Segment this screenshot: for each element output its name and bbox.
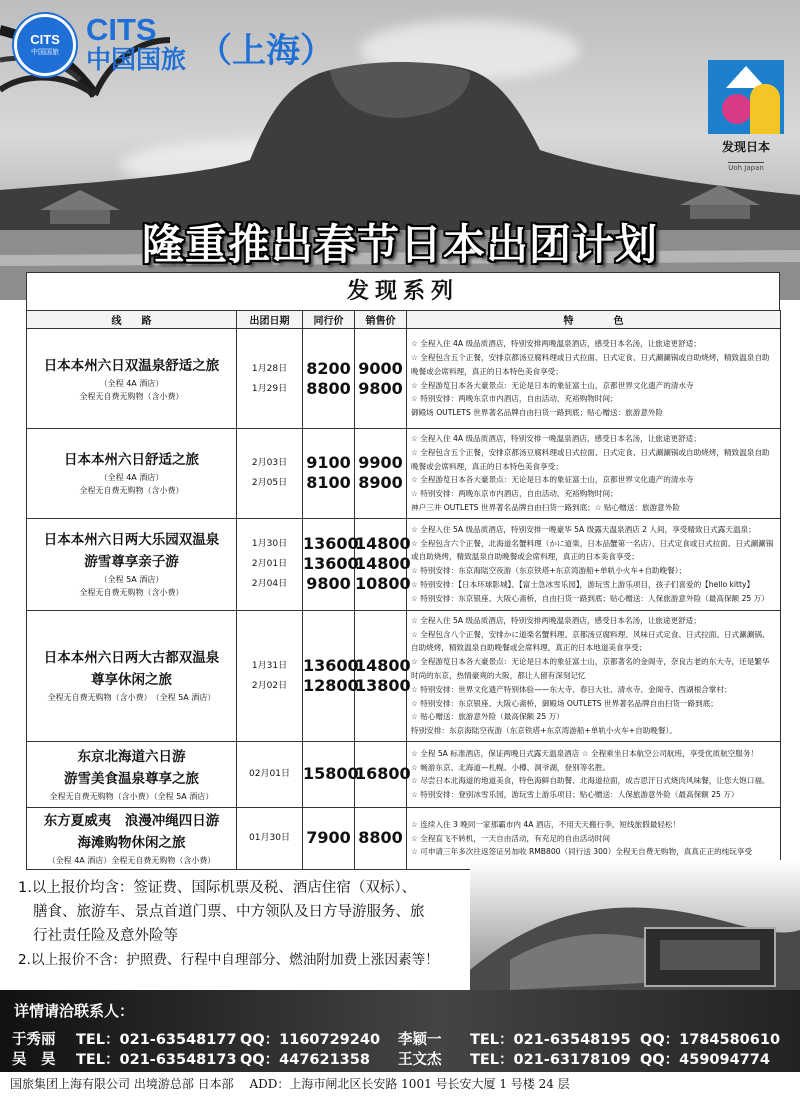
note-line: 行社责任险及意外险等 (33, 928, 178, 944)
departure-date: 2月03日 (251, 458, 288, 469)
contact-tel: TEL：021-63548195 (470, 1032, 631, 1048)
route-note: 全程无自费无购物（含小费）（全程 5A 酒店） (49, 791, 214, 801)
route-cell (27, 329, 237, 429)
contact-name: 李颖一 (398, 1032, 442, 1048)
route-cell (27, 518, 237, 610)
route-note: 全程无自费无购物（含小费） (79, 391, 184, 401)
departure-date: 2月01日 (251, 559, 288, 570)
route-title: 海滩购物休闲之旅 (77, 834, 186, 851)
jp-logo-sub: Uoh Japan (728, 164, 764, 172)
sale-price: 8800 (358, 828, 403, 848)
table-row (27, 429, 781, 519)
route-title: 尊享休闲之旅 (91, 672, 172, 689)
feature-line: ☆ 全程游览日本各大豪景点：无论是日本的象征富士山，京都世界文化遗产的清水寺 (411, 380, 694, 390)
jp-logo-caption: 发现日本 (721, 140, 770, 154)
sale-price-cell (355, 518, 411, 610)
route-title: 日本本州六日双温泉舒适之旅 (43, 357, 220, 374)
date-cell (237, 807, 303, 869)
contact-qq: QQ：1784580610 (640, 1032, 781, 1048)
sale-price: 9900 (358, 453, 403, 473)
features-cell (407, 518, 781, 610)
peer-price: 13600 (303, 534, 359, 554)
sale-price: 16800 (355, 764, 411, 784)
peer-price-cell (303, 610, 359, 741)
contact-tel: TEL：021-63548173 (76, 1052, 237, 1068)
sale-price: 14800 (355, 554, 411, 574)
contact-name: 吴 昊 (12, 1052, 56, 1068)
departure-date: 02月01日 (249, 769, 290, 780)
discover-japan-icon (708, 60, 784, 134)
feature-line: ☆ 贴心赠送：旅游意外险（最高保额 25 万） (411, 712, 564, 722)
route-title: 日本本州六日两大乐园双温泉 (43, 532, 220, 549)
departure-date: 1月31日 (251, 660, 288, 671)
feature-line: ☆ 可申请三年多次往返签证另加收 RMB800（同行送 300）全程无自费无购物，真真正正的纯玩享受 (411, 847, 753, 857)
feature-line: 御殿场 OUTLETS 世界著名品牌自由扫货一路到底；贴心赠送：旅游意外险 (411, 408, 664, 418)
departure-date: 2月04日 (251, 579, 288, 590)
route-note: （全程 4A 酒店） (99, 378, 164, 388)
feature-line: ☆ 特别安排：【日本环球影城】、【富士急冰雪乐园】，游玩雪上游乐项目，孩子们喜爱的【hello kitty】 (411, 580, 755, 590)
route-title: 游雪美食温泉尊享之旅 (64, 770, 199, 787)
globe-subtext: 中国国旅 (31, 48, 59, 56)
sale-price-cell (355, 610, 411, 741)
feature-line: 特别安排：东京海陆空夜游（东京铁塔+东京湾游船+单轨小火车+自助晚餐）。 (411, 726, 677, 736)
col-date: 出团日期 (237, 311, 303, 329)
tour-table (26, 272, 780, 870)
feature-line: ☆ 尽尝日本北海道的地道美食，特色海鲜自助餐、北海道拉面，成吉思汗日式烧肉风味餐，让您大饱口福。 (411, 776, 770, 786)
sale-price: 14800 (355, 534, 411, 554)
table-row (27, 741, 781, 807)
table-header-row (27, 311, 781, 329)
feature-line: ☆ 全程入住 4A 级品质酒店，特别安排一晚温泉酒店，感受日本名汤，让旅途更舒适； (411, 434, 701, 443)
sale-price: 13800 (355, 675, 411, 695)
departure-date: 01月30日 (249, 833, 290, 844)
route-title: 游雪尊享亲子游 (84, 554, 179, 571)
note-line: 2.以上报价不含：护照费、行程中自理部分、燃油附加费上涨因素等！ (18, 952, 439, 968)
route-cell (27, 610, 237, 741)
features-cell (407, 741, 781, 807)
route-note: 全程无自费无购物（含小费） (79, 588, 184, 598)
series-title: 发现系列 (26, 272, 780, 310)
date-cell (237, 610, 303, 741)
table-row (27, 329, 781, 429)
peer-price: 9800 (306, 574, 351, 594)
peer-price-cell (303, 429, 355, 519)
peer-price-cell (303, 329, 355, 429)
discover-japan-logo (706, 60, 786, 178)
feature-line: ☆ 全程游览日本各大豪景点：无论是日本的象征富士山，京都世界文化遗产的清水寺 (411, 475, 694, 485)
peer-price: 13600 (303, 554, 359, 574)
route-cell (27, 429, 237, 519)
feature-line: ☆ 特别安排：登别冰雪乐园，游玩雪上游乐项目；贴心赠送：人保旅游意外险（最高保额 25 万） (411, 790, 739, 800)
page-headline: 隆重推出春节日本出团计划 (141, 220, 658, 269)
col-route: 线 路 (27, 311, 237, 329)
peer-price-cell (303, 518, 359, 610)
contact-name: 王文杰 (398, 1052, 442, 1068)
feature-line: ☆ 全程入住 5A 级品质酒店，特别安排一晚豪华 5A 级露天温泉酒店 2 人间，享受精致日式露天温泉； (411, 524, 756, 534)
footer-address: 国旅集团上海有限公司 出境游总部 日本部 ADD：上海市闸北区长安路 1001 号长安大厦 1 号楼 24 层 (10, 1077, 570, 1091)
features-cell (407, 610, 781, 741)
route-cell (27, 741, 237, 807)
peer-price-cell (303, 807, 355, 869)
sale-price: 9000 (358, 358, 403, 378)
peer-price: 12800 (303, 675, 359, 695)
note-line: 1.以上报价均含：签证费、国际机票及税、酒店住宿（双标）、 (18, 880, 417, 896)
departure-date: 2月02日 (251, 680, 288, 691)
feature-line: 神户三井 OUTLETS 世界著名品牌自由扫货一路到底；☆ 贴心赠送：旅游意外险 (411, 502, 680, 512)
contact-name: 于秀丽 (12, 1032, 56, 1048)
sale-price-cell (355, 807, 407, 869)
contact-row (12, 1048, 800, 1070)
route-note: （全程 5A 酒店） (99, 575, 164, 585)
route-title: 东方夏威夷 浪漫冲绳四日游 (43, 812, 220, 829)
contact-row (12, 1028, 800, 1050)
peer-price: 9100 (306, 453, 351, 473)
contact-qq: QQ：447621358 (240, 1052, 370, 1068)
feature-line: ☆ 特别安排：东京银座、大阪心斋桥，御殿场 OUTLETS 世界著名品牌自由扫货一路到底； (411, 698, 718, 708)
departure-date: 1月29日 (251, 383, 288, 394)
route-title: 东京北海道六日游 (77, 748, 186, 765)
peer-price: 8800 (306, 378, 351, 398)
peer-price: 15800 (303, 764, 359, 784)
departure-date: 2月05日 (251, 478, 288, 489)
feature-line: ☆ 特别安排：东京银座、大阪心斋桥，自由扫货一路到底；贴心赠送：人保旅游意外险（最高保额 25 万） (411, 593, 769, 603)
feature-line: ☆ 全程入住 4A 级品质酒店，特别安排两晚温泉酒店，感受日本名汤，让旅途更舒适； (411, 339, 701, 349)
price-notes (18, 876, 498, 972)
feature-line: ☆ 特别安排：世界文化遗产特别体验——东大寺、春日大社、清水寺、金阁寺、西湖根合掌村； (411, 684, 732, 694)
date-cell (237, 329, 303, 429)
feature-line: ☆ 全程 5A 标准酒店，保证两晚日式露天温泉酒店 ☆ 全程乘坐日本航空公司航班，享受优质航空服务！ (411, 748, 759, 758)
peer-price: 8200 (306, 358, 351, 378)
sale-price: 9800 (358, 378, 403, 398)
features-cell (407, 429, 781, 519)
route-cell (27, 807, 237, 869)
table-row (27, 518, 781, 610)
contact-title: 详情请洽联系人： (14, 1002, 135, 1020)
sale-price-cell (355, 429, 407, 519)
feature-line: ☆ 特别安排：东京海陆空夜游（东京铁塔+东京湾游船+单轨小火车+自助晚餐）； (411, 566, 687, 576)
feature-line: ☆ 全程直飞不转机，一天自由活动，有充足的自由活动时间 (411, 833, 611, 843)
route-note: 全程无自费无购物（含小费） （全程 5A 酒店） (47, 693, 216, 703)
contact-tel: TEL：021-63178109 (470, 1052, 631, 1068)
feature-line: ☆ 特别安排：两晚东京市内酒店，自由活动，充裕购物时间； (411, 489, 618, 499)
sale-price-cell (355, 329, 407, 429)
sale-price: 14800 (355, 655, 411, 675)
feature-line: ☆ 全程包含六个正餐，北海道名蟹料理（かに道楽，日本品蟹第一名店）、日式定食或日式拉面、日式涮涮锅或自助烧烤，精致温泉自助晚餐或会席料理，真正的日本美食享受； (411, 538, 774, 562)
route-note: （全程 4A 酒店） (99, 473, 164, 483)
date-cell (237, 429, 303, 519)
peer-price: 8100 (306, 473, 351, 493)
feature-line: ☆ 全程入住 5A 级品质酒店，特别安排两晚温泉酒店，感受日本名汤，让旅途更舒适； (411, 615, 701, 625)
route-note: 全程无自费无购物（含小费） (79, 486, 184, 496)
date-cell (237, 741, 303, 807)
feature-line: ☆ 畅游东京、北海道—札幌、小樽、洞爷湖，登别等名胜。 (411, 762, 611, 772)
brand-name-en: CITS (86, 12, 157, 47)
sale-price-cell (355, 741, 411, 807)
sale-price: 8900 (358, 473, 403, 493)
col-features: 特 色 (407, 311, 781, 329)
feature-line: ☆ 连续入住 3 晚同一家那霸市内 4A 酒店，不用天天搬行李，短线旅假最轻松！ (411, 819, 681, 829)
brand-city: （上海） (198, 31, 335, 71)
feature-line: ☆ 全程游览日本各大豪景点：无论是日本的象征富士山，京都著名的金阁寺，奈良古老的东大寺，还是繁华时尚的东京，热情豪爽的大阪，都让人留有深刻记忆 (411, 657, 770, 680)
departure-date: 1月30日 (251, 539, 288, 550)
table-row (27, 610, 781, 741)
route-note: （全程 4A 酒店）全程无自费无购物（含小费） (47, 855, 216, 865)
contact-tel: TEL：021-63548177 (76, 1032, 237, 1048)
peer-price: 13600 (303, 655, 359, 675)
brand-name-cn: 中国国旅 (86, 45, 187, 74)
contact-qq: QQ：459094774 (640, 1052, 770, 1068)
date-cell (237, 518, 303, 610)
globe-text: CITS (30, 32, 60, 47)
note-line: 膳食、旅游车、景点首道门票、中方领队及日方导游服务、旅 (33, 904, 425, 920)
globe-icon (14, 14, 76, 76)
cits-logo (14, 14, 334, 76)
departure-date: 1月28日 (251, 363, 288, 374)
contact-qq: QQ：1160729240 (240, 1032, 381, 1048)
feature-line: ☆ 全程包含五个正餐，安排京都汤豆腐料理或日式拉面、日式定食、日式涮涮锅或自助烧烤，精致温泉自助晚餐或会席料理，真正的日本特色美食享受； (411, 447, 770, 471)
col-peer-price: 同行价 (303, 311, 355, 329)
feature-line: ☆ 全程包含五个正餐，安排京都汤豆腐料理或日式拉面、日式定食、日式涮涮锅或自助烧烤，精致温泉自助晚餐或会席料理，真正的日本特色美食享受； (411, 352, 770, 376)
col-sale-price: 销售价 (355, 311, 407, 329)
route-title: 日本本州六日两大古都双温泉 (43, 650, 220, 667)
feature-line: ☆ 特别安排：两晚东京市内酒店，自由活动，充裕购物时间； (411, 394, 618, 404)
peer-price: 7900 (306, 828, 351, 848)
peer-price-cell (303, 741, 359, 807)
route-title: 日本本州六日舒适之旅 (64, 452, 199, 469)
features-cell (407, 329, 781, 429)
sale-price: 10800 (355, 574, 411, 594)
feature-line: ☆ 全程包含八个正餐，安排かに道楽名蟹料理、京都汤豆腐料理、风味日式定食、日式拉面、日式涮涮锅、自助烧烤，精致温泉自助晚餐或会席料理，真正的日本地道美食享受； (411, 629, 770, 653)
